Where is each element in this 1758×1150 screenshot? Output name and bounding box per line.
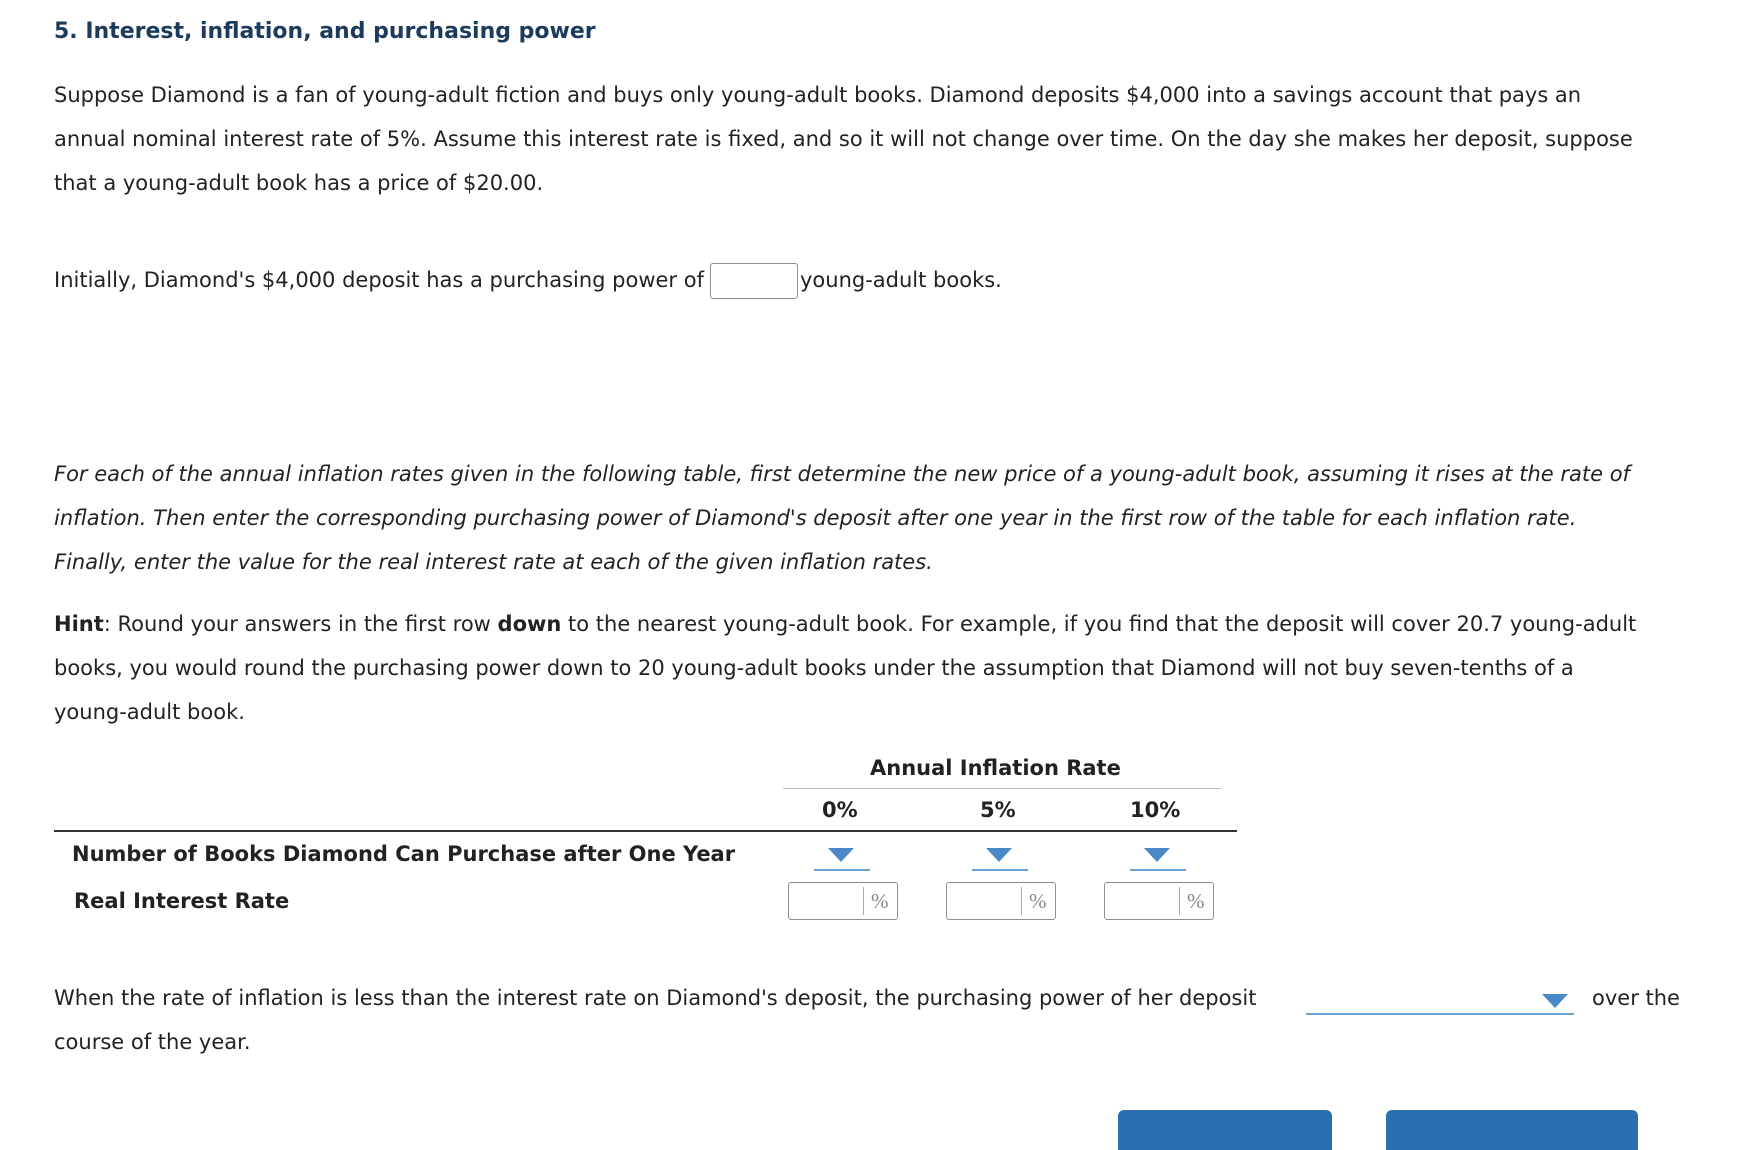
instructions-line-3: Finally, enter the value for the real interest rate at each of the given inflation rates. bbox=[54, 550, 933, 574]
table-header-rule bbox=[54, 830, 1237, 832]
row-label-books: Number of Books Diamond Can Purchase after One Year bbox=[72, 842, 736, 866]
table-group-header: Annual Inflation Rate bbox=[870, 756, 1121, 780]
chevron-down-icon bbox=[986, 848, 1012, 862]
hint-line-1 bbox=[54, 602, 1714, 646]
dropdown-underline bbox=[1130, 869, 1186, 871]
hint-line-3: young-adult book. bbox=[54, 700, 245, 724]
hint-label: Hint bbox=[54, 612, 104, 636]
intro-paragraph bbox=[54, 73, 1714, 205]
chevron-down-icon bbox=[828, 848, 854, 862]
real-rate-input-10[interactable] bbox=[1104, 882, 1214, 920]
dropdown-underline bbox=[972, 869, 1028, 871]
instructions-paragraph bbox=[54, 452, 1714, 584]
chevron-down-icon bbox=[1542, 994, 1568, 1008]
books-dropdown-5[interactable] bbox=[972, 848, 1028, 870]
row-label-real-rate: Real Interest Rate bbox=[74, 889, 290, 913]
intro-line-1: Suppose Diamond is a fan of young-adult fiction and buys only young-adult books. Diamond deposits $4,000 into a savings account that pays an bbox=[54, 83, 1582, 107]
page-title: 5. Interest, inflation, and purchasing power bbox=[54, 19, 596, 44]
group-header-divider bbox=[783, 788, 1221, 789]
column-header-5: 5% bbox=[980, 798, 1016, 822]
q3-line-2: course of the year. bbox=[54, 1030, 251, 1054]
instructions-line-1: For each of the annual inflation rates given in the following table, first determine the new price of a young-adult book, assuming it rises at the rate of bbox=[54, 462, 1630, 486]
dropdown-underline bbox=[814, 869, 870, 871]
real-rate-input-0[interactable] bbox=[788, 882, 898, 920]
q3-text-before: When the rate of inflation is less than the interest rate on Diamond's deposit, the purchasing power of her deposit bbox=[54, 986, 1257, 1010]
column-header-10: 10% bbox=[1130, 798, 1181, 822]
books-dropdown-0[interactable] bbox=[814, 848, 870, 870]
books-dropdown-10[interactable] bbox=[1130, 848, 1186, 870]
hint-paragraph bbox=[54, 602, 1714, 734]
input-separator bbox=[863, 887, 864, 915]
hint-emphasis: down bbox=[497, 612, 562, 636]
column-header-0: 0% bbox=[822, 798, 858, 822]
input-separator bbox=[1021, 887, 1022, 915]
q3-text-after: over the bbox=[1592, 986, 1680, 1010]
chevron-down-icon bbox=[1144, 848, 1170, 862]
percent-sign: % bbox=[871, 889, 889, 913]
question-initial-purchasing-power bbox=[54, 258, 1714, 302]
percent-sign: % bbox=[1029, 889, 1047, 913]
dropdown-underline bbox=[1306, 1013, 1574, 1015]
input-separator bbox=[1179, 887, 1180, 915]
purchasing-power-input[interactable] bbox=[710, 263, 798, 299]
q1-text-before: Initially, Diamond's $4,000 deposit has a purchasing power of bbox=[54, 268, 704, 292]
hint-text-1: : Round your answers in the first row bbox=[103, 612, 498, 636]
intro-line-3: that a young-adult book has a price of $20.00. bbox=[54, 171, 544, 195]
percent-sign: % bbox=[1187, 889, 1205, 913]
real-rate-input-5[interactable] bbox=[946, 882, 1056, 920]
hint-line-2: books, you would round the purchasing power down to 20 young-adult books under the assumption that Diamond will not buy seven-tenths of a bbox=[54, 656, 1574, 680]
instructions-line-2: inflation. Then enter the corresponding purchasing power of Diamond's deposit after one year in the first row of the table for each inflation rate. bbox=[54, 506, 1577, 530]
q1-text-after: young-adult books. bbox=[800, 268, 1002, 292]
purchasing-power-change-dropdown[interactable] bbox=[1306, 990, 1574, 1014]
hint-text-2: to the nearest young-adult book. For example, if you find that the deposit will cover 20.7 young-adult bbox=[561, 612, 1637, 636]
intro-line-2: annual nominal interest rate of 5%. Assume this interest rate is fixed, and so it will not change over time. On the day she makes her deposit, suppose bbox=[54, 127, 1633, 151]
next-button[interactable] bbox=[1386, 1110, 1638, 1150]
grade-button[interactable] bbox=[1118, 1110, 1332, 1150]
